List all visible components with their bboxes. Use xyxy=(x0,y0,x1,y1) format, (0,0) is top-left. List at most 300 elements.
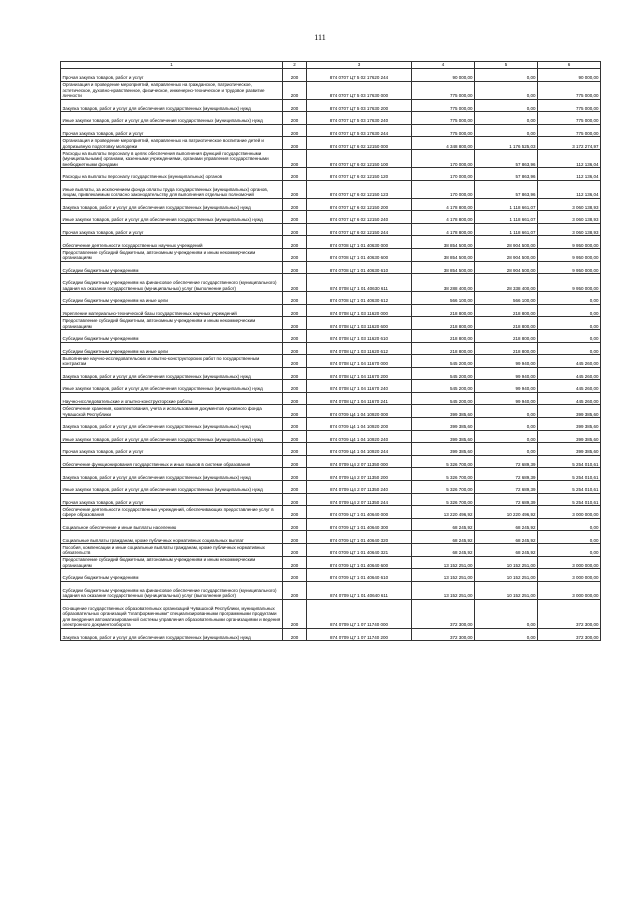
row-remaining-cell: 9 950 000,00 xyxy=(538,261,601,274)
row-name-cell: Расходы на выплаты персоналу в целях обеспечения выполнения функций государственными (муниципальными) органами, казенными учреждениями, органами управления государственными внебюджетными фондами xyxy=(61,149,283,167)
row-code-line-cell: 200 xyxy=(283,405,307,418)
row-approved-cell: 4 178 800,00 xyxy=(412,223,475,236)
row-remaining-cell: 3 000 000,00 xyxy=(538,556,601,569)
row-budget-code-cell: 874 0708 Ц7 1 03 11620 610 xyxy=(307,329,412,342)
budget-table-body xyxy=(61,62,601,641)
row-remaining-cell: 399 385,60 xyxy=(538,418,601,431)
column-header: 3 xyxy=(307,62,412,69)
row-name-cell: Иные закупки товаров, работ и услуг для обеспечения государственных (муниципальных) нужд xyxy=(61,380,283,393)
row-executed-cell: 68 245,92 xyxy=(475,518,538,531)
column-header: 6 xyxy=(538,62,601,69)
row-approved-cell: 545 200,00 xyxy=(412,392,475,405)
row-executed-cell: 0,00 xyxy=(475,112,538,125)
row-remaining-cell: 9 950 000,00 xyxy=(538,248,601,261)
table-row xyxy=(61,418,601,431)
row-code-line-cell: 200 xyxy=(283,317,307,330)
row-approved-cell: 170 000,00 xyxy=(412,167,475,180)
column-header: 4 xyxy=(412,62,475,69)
row-code-line-cell: 200 xyxy=(283,304,307,317)
row-executed-cell: 99 940,00 xyxy=(475,392,538,405)
row-budget-code-cell: 874 0709 Ц7 1 01 40640 320 xyxy=(307,531,412,544)
row-remaining-cell: 372 300,00 xyxy=(538,599,601,628)
row-name-cell: Закупка товаров, работ и услуг для обеспечения государственных (муниципальных) нужд xyxy=(61,99,283,112)
row-executed-cell: 1 118 661,07 xyxy=(475,198,538,211)
row-name-cell: Социальные выплаты гражданам, кроме публичных нормативных социальных выплат xyxy=(61,531,283,544)
row-name-cell: Субсидии бюджетным учреждениям на финансовое обеспечение государственного (муниципального) задания на оказание государственных (муниципальных) услуг (выполнение работ) xyxy=(61,581,283,599)
table-row xyxy=(61,137,601,150)
row-budget-code-cell: 874 0708 Ц7 1 03 11620 612 xyxy=(307,342,412,355)
row-executed-cell: 0,00 xyxy=(475,599,538,628)
table-row xyxy=(61,569,601,582)
row-executed-cell: 218 800,00 xyxy=(475,342,538,355)
row-name-cell: Субсидии бюджетным учреждениям xyxy=(61,569,283,582)
row-name-cell: Предоставление субсидий бюджетным, автономным учреждениям и иным некоммерческим организациям xyxy=(61,248,283,261)
row-executed-cell: 0,00 xyxy=(475,81,538,99)
row-remaining-cell: 9 950 000,00 xyxy=(538,274,601,292)
row-approved-cell: 566 100,00 xyxy=(412,292,475,305)
row-name-cell: Предоставление субсидий бюджетным, автономным учреждениям и иным некоммерческим организациям xyxy=(61,317,283,330)
budget-table xyxy=(60,61,601,641)
row-code-line-cell: 200 xyxy=(283,149,307,167)
row-executed-cell: 28 338 400,00 xyxy=(475,274,538,292)
row-code-line-cell: 200 xyxy=(283,211,307,224)
row-executed-cell: 10 220 496,92 xyxy=(475,506,538,519)
table-row xyxy=(61,430,601,443)
row-name-cell: Организация и проведение мероприятий, направленных на гражданское, патриотическое, эстетическое, духовно-нравственное, физическое, инженерно-техническое и трудовое развитие личности xyxy=(61,81,283,99)
table-row xyxy=(61,455,601,468)
table-row xyxy=(61,544,601,557)
row-code-line-cell: 200 xyxy=(283,531,307,544)
row-code-line-cell: 200 xyxy=(283,137,307,150)
row-code-line-cell: 200 xyxy=(283,167,307,180)
table-row xyxy=(61,531,601,544)
row-executed-cell: 28 904 500,00 xyxy=(475,248,538,261)
row-code-line-cell: 200 xyxy=(283,355,307,368)
row-approved-cell: 4 348 800,00 xyxy=(412,137,475,150)
row-approved-cell: 775 000,00 xyxy=(412,112,475,125)
table-row xyxy=(61,628,601,641)
table-row xyxy=(61,317,601,330)
row-remaining-cell: 775 000,00 xyxy=(538,99,601,112)
row-approved-cell: 775 000,00 xyxy=(412,81,475,99)
row-budget-code-cell: 874 0708 Ц7 1 03 11620 600 xyxy=(307,317,412,330)
table-row xyxy=(61,198,601,211)
row-remaining-cell: 3 000 000,00 xyxy=(538,569,601,582)
row-approved-cell: 399 385,60 xyxy=(412,405,475,418)
row-budget-code-cell: 874 0707 Ц7 6 02 12150 200 xyxy=(307,198,412,211)
row-budget-code-cell: 874 0708 Ц7 1 04 11670 240 xyxy=(307,380,412,393)
row-name-cell: Иные закупки товаров, работ и услуг для обеспечения государственных (муниципальных) нужд xyxy=(61,481,283,494)
row-remaining-cell: 399 385,60 xyxy=(538,405,601,418)
row-remaining-cell: 112 136,04 xyxy=(538,167,601,180)
row-name-cell: Прочая закупка товаров, работ и услуг xyxy=(61,443,283,456)
table-row xyxy=(61,99,601,112)
row-code-line-cell: 200 xyxy=(283,518,307,531)
row-executed-cell: 0,00 xyxy=(475,99,538,112)
row-remaining-cell: 5 254 010,61 xyxy=(538,481,601,494)
row-remaining-cell: 775 000,00 xyxy=(538,81,601,99)
row-budget-code-cell: 874 0709 Ц4 2 07 11350 244 xyxy=(307,493,412,506)
row-budget-code-cell: 874 0709 Ц4 1 04 10920 000 xyxy=(307,405,412,418)
row-approved-cell: 545 200,00 xyxy=(412,367,475,380)
column-header: 2 xyxy=(283,62,307,69)
row-name-cell: Расходы на выплаты персоналу государственных (муниципальных) органов xyxy=(61,167,283,180)
table-row xyxy=(61,180,601,198)
row-executed-cell: 28 904 500,00 xyxy=(475,261,538,274)
row-remaining-cell: 445 260,00 xyxy=(538,355,601,368)
row-remaining-cell: 0,00 xyxy=(538,292,601,305)
row-remaining-cell: 3 000 000,00 xyxy=(538,581,601,599)
row-budget-code-cell: 874 0709 Ц4 2 07 11350 000 xyxy=(307,455,412,468)
row-approved-cell: 775 000,00 xyxy=(412,124,475,137)
row-executed-cell: 566 100,00 xyxy=(475,292,538,305)
row-budget-code-cell: 874 0707 Ц7 6 02 12150 000 xyxy=(307,137,412,150)
row-executed-cell: 72 689,39 xyxy=(475,481,538,494)
row-executed-cell: 0,00 xyxy=(475,405,538,418)
row-name-cell: Закупка товаров, работ и услуг для обеспечения государственных (муниципальных) нужд xyxy=(61,367,283,380)
row-executed-cell: 0,00 xyxy=(475,418,538,431)
row-executed-cell: 72 689,39 xyxy=(475,468,538,481)
row-executed-cell: 57 863,96 xyxy=(475,167,538,180)
row-approved-cell: 218 800,00 xyxy=(412,304,475,317)
row-name-cell: Закупка товаров, работ и услуг для обеспечения государственных (муниципальных) нужд xyxy=(61,198,283,211)
table-row xyxy=(61,405,601,418)
row-executed-cell: 57 863,96 xyxy=(475,180,538,198)
row-code-line-cell: 200 xyxy=(283,236,307,249)
row-code-line-cell: 200 xyxy=(283,418,307,431)
row-budget-code-cell: 874 0707 Ц7 5 03 17630 240 xyxy=(307,112,412,125)
row-code-line-cell: 200 xyxy=(283,124,307,137)
row-remaining-cell: 0,00 xyxy=(538,317,601,330)
row-name-cell: Субсидии бюджетным учреждениям xyxy=(61,329,283,342)
row-executed-cell: 10 152 251,00 xyxy=(475,581,538,599)
row-executed-cell: 0,00 xyxy=(475,124,538,137)
row-budget-code-cell: 874 0709 Ц7 1 01 40640 610 xyxy=(307,569,412,582)
row-budget-code-cell: 874 0708 Ц7 1 01 40630 612 xyxy=(307,292,412,305)
row-remaining-cell: 775 000,00 xyxy=(538,124,601,137)
row-budget-code-cell: 874 0709 Ц7 1 07 11740 200 xyxy=(307,628,412,641)
row-remaining-cell: 0,00 xyxy=(538,518,601,531)
row-approved-cell: 775 000,00 xyxy=(412,99,475,112)
row-approved-cell: 545 200,00 xyxy=(412,380,475,393)
row-code-line-cell: 200 xyxy=(283,455,307,468)
table-row xyxy=(61,236,601,249)
row-name-cell: Иные закупки товаров, работ и услуг для обеспечения государственных (муниципальных) нужд xyxy=(61,112,283,125)
row-code-line-cell: 200 xyxy=(283,292,307,305)
table-row xyxy=(61,81,601,99)
row-name-cell: Пособия, компенсации и иные социальные выплаты гражданам, кроме публичных нормативных обязательств xyxy=(61,544,283,557)
row-budget-code-cell: 874 0707 Ц7 5 02 17620 244 xyxy=(307,69,412,82)
row-approved-cell: 90 000,00 xyxy=(412,69,475,82)
table-row xyxy=(61,211,601,224)
row-remaining-cell: 3 060 138,93 xyxy=(538,223,601,236)
row-approved-cell: 13 152 251,00 xyxy=(412,556,475,569)
table-row xyxy=(61,342,601,355)
row-code-line-cell: 200 xyxy=(283,544,307,557)
row-remaining-cell: 0,00 xyxy=(538,544,601,557)
table-row xyxy=(61,581,601,599)
row-code-line-cell: 200 xyxy=(283,198,307,211)
row-executed-cell: 57 863,96 xyxy=(475,149,538,167)
row-executed-cell: 0,00 xyxy=(475,430,538,443)
row-executed-cell: 1 176 525,03 xyxy=(475,137,538,150)
row-budget-code-cell: 874 0708 Ц7 1 03 11620 000 xyxy=(307,304,412,317)
row-budget-code-cell: 874 0707 Ц7 6 02 12150 100 xyxy=(307,149,412,167)
row-remaining-cell: 0,00 xyxy=(538,342,601,355)
row-remaining-cell: 5 254 010,61 xyxy=(538,493,601,506)
row-approved-cell: 38 288 400,00 xyxy=(412,274,475,292)
page-number: 111 xyxy=(314,33,326,42)
row-approved-cell: 170 000,00 xyxy=(412,149,475,167)
row-executed-cell: 218 800,00 xyxy=(475,317,538,330)
row-remaining-cell: 0,00 xyxy=(538,329,601,342)
row-name-cell: Научно-исследовательские и опытно-конструкторские работы xyxy=(61,392,283,405)
row-executed-cell: 0,00 xyxy=(475,628,538,641)
row-remaining-cell: 775 000,00 xyxy=(538,112,601,125)
row-code-line-cell: 200 xyxy=(283,468,307,481)
row-budget-code-cell: 874 0708 Ц7 1 01 40630 600 xyxy=(307,248,412,261)
row-name-cell: Прочая закупка товаров, работ и услуг xyxy=(61,69,283,82)
row-code-line-cell: 200 xyxy=(283,342,307,355)
row-code-line-cell: 200 xyxy=(283,274,307,292)
table-row xyxy=(61,69,601,82)
row-budget-code-cell: 874 0709 Ц7 1 01 40640 611 xyxy=(307,581,412,599)
row-approved-cell: 218 800,00 xyxy=(412,317,475,330)
row-remaining-cell: 399 385,60 xyxy=(538,430,601,443)
row-executed-cell: 68 245,92 xyxy=(475,531,538,544)
row-approved-cell: 372 300,00 xyxy=(412,628,475,641)
row-budget-code-cell: 874 0708 Ц7 1 04 11670 241 xyxy=(307,392,412,405)
row-budget-code-cell: 874 0707 Ц7 6 02 12150 123 xyxy=(307,180,412,198)
row-remaining-cell: 399 385,60 xyxy=(538,443,601,456)
table-row xyxy=(61,248,601,261)
table-row xyxy=(61,274,601,292)
table-row xyxy=(61,292,601,305)
row-remaining-cell: 5 254 010,61 xyxy=(538,455,601,468)
row-name-cell: Закупка товаров, работ и услуг для обеспечения государственных (муниципальных) нужд xyxy=(61,628,283,641)
row-approved-cell: 4 178 800,00 xyxy=(412,198,475,211)
row-approved-cell: 68 245,92 xyxy=(412,531,475,544)
row-budget-code-cell: 874 0707 Ц7 6 02 12150 240 xyxy=(307,211,412,224)
table-header-row xyxy=(61,62,601,69)
row-budget-code-cell: 874 0708 Ц7 1 01 40630 610 xyxy=(307,261,412,274)
row-budget-code-cell: 874 0707 Ц7 5 03 17630 244 xyxy=(307,124,412,137)
row-code-line-cell: 200 xyxy=(283,81,307,99)
row-executed-cell: 218 800,00 xyxy=(475,329,538,342)
row-code-line-cell: 200 xyxy=(283,248,307,261)
row-name-cell: Организация и проведение мероприятий, направленных на патриотическое воспитание детей и допризывную подготовку молодежи xyxy=(61,137,283,150)
row-approved-cell: 5 326 700,00 xyxy=(412,468,475,481)
row-name-cell: Иные выплаты, за исключением фонда оплаты труда государственных (муниципальных) органов, лицам, привлекаемым согласно законодательству для выполнения отдельных полномочий xyxy=(61,180,283,198)
row-code-line-cell: 200 xyxy=(283,569,307,582)
row-name-cell: Прочая закупка товаров, работ и услуг xyxy=(61,493,283,506)
table-row xyxy=(61,304,601,317)
row-remaining-cell: 5 254 010,61 xyxy=(538,468,601,481)
row-approved-cell: 218 800,00 xyxy=(412,342,475,355)
row-name-cell: Субсидии бюджетным учреждениям на иные цели xyxy=(61,342,283,355)
row-approved-cell: 5 326 700,00 xyxy=(412,493,475,506)
row-budget-code-cell: 874 0707 Ц7 6 02 12150 120 xyxy=(307,167,412,180)
row-name-cell: Субсидии бюджетным учреждениям xyxy=(61,261,283,274)
row-executed-cell: 99 940,00 xyxy=(475,367,538,380)
row-name-cell: Обеспечение деятельности государственных научных учреждений xyxy=(61,236,283,249)
row-name-cell: Субсидии бюджетным учреждениям на финансовое обеспечение государственного (муниципального) задания на оказание государственных (муниципальных) услуг (выполнение работ) xyxy=(61,274,283,292)
row-name-cell: Выполнение научно-исследовательских и опытно-конструкторских работ по государственным контрактам xyxy=(61,355,283,368)
row-executed-cell: 10 152 251,00 xyxy=(475,569,538,582)
row-approved-cell: 170 000,00 xyxy=(412,180,475,198)
row-name-cell: Закупка товаров, работ и услуг для обеспечения государственных (муниципальных) нужд xyxy=(61,418,283,431)
table-row xyxy=(61,506,601,519)
row-name-cell: Субсидии бюджетным учреждениям на иные цели xyxy=(61,292,283,305)
row-code-line-cell: 200 xyxy=(283,180,307,198)
row-code-line-cell: 200 xyxy=(283,99,307,112)
row-approved-cell: 38 854 500,00 xyxy=(412,261,475,274)
row-remaining-cell: 3 060 138,93 xyxy=(538,198,601,211)
row-budget-code-cell: 874 0709 Ц4 1 04 10920 244 xyxy=(307,443,412,456)
row-approved-cell: 38 854 500,00 xyxy=(412,236,475,249)
table-row xyxy=(61,481,601,494)
row-approved-cell: 5 326 700,00 xyxy=(412,455,475,468)
row-approved-cell: 545 200,00 xyxy=(412,355,475,368)
table-row xyxy=(61,355,601,368)
row-remaining-cell: 112 136,04 xyxy=(538,149,601,167)
table-row xyxy=(61,112,601,125)
row-code-line-cell: 200 xyxy=(283,581,307,599)
row-executed-cell: 68 245,92 xyxy=(475,544,538,557)
row-name-cell: Оснащение государственных образовательных организаций Чувашской Республики, муниципальных образовательных организаций "платформенными" специализированными программными продуктами для внедрения автоматизированной системы управления образовательными организациями и ведения электронного документооборота xyxy=(61,599,283,628)
row-executed-cell: 99 940,00 xyxy=(475,355,538,368)
row-code-line-cell: 200 xyxy=(283,69,307,82)
row-remaining-cell: 445 260,00 xyxy=(538,367,601,380)
row-budget-code-cell: 874 0707 Ц7 6 02 12150 244 xyxy=(307,223,412,236)
row-budget-code-cell: 874 0709 Ц4 1 04 10920 240 xyxy=(307,430,412,443)
table-row xyxy=(61,599,601,628)
row-code-line-cell: 200 xyxy=(283,367,307,380)
table-row xyxy=(61,556,601,569)
row-code-line-cell: 200 xyxy=(283,380,307,393)
row-approved-cell: 38 854 500,00 xyxy=(412,248,475,261)
row-code-line-cell: 200 xyxy=(283,443,307,456)
row-remaining-cell: 3 060 138,93 xyxy=(538,211,601,224)
row-code-line-cell: 200 xyxy=(283,430,307,443)
row-budget-code-cell: 874 0709 Ц7 1 01 40640 600 xyxy=(307,556,412,569)
table-row xyxy=(61,468,601,481)
row-name-cell: Обеспечение хранения, комплектования, учета и использования документов Архивного фонда Чувашской Республики xyxy=(61,405,283,418)
row-approved-cell: 399 385,60 xyxy=(412,430,475,443)
row-budget-code-cell: 874 0709 Ц4 2 07 11350 200 xyxy=(307,468,412,481)
column-header: 1 xyxy=(61,62,283,69)
row-executed-cell: 218 800,00 xyxy=(475,304,538,317)
row-executed-cell: 1 118 661,07 xyxy=(475,211,538,224)
table-row xyxy=(61,380,601,393)
row-remaining-cell: 112 136,04 xyxy=(538,180,601,198)
row-budget-code-cell: 874 0709 Ц7 1 01 40640 300 xyxy=(307,518,412,531)
row-approved-cell: 13 152 251,00 xyxy=(412,581,475,599)
row-name-cell: Обеспечение деятельности государственных учреждений, обеспечивающих предоставление услуг в сфере образования xyxy=(61,506,283,519)
row-remaining-cell: 372 300,00 xyxy=(538,628,601,641)
row-code-line-cell: 200 xyxy=(283,481,307,494)
row-approved-cell: 218 800,00 xyxy=(412,329,475,342)
row-approved-cell: 399 385,60 xyxy=(412,418,475,431)
row-code-line-cell: 200 xyxy=(283,223,307,236)
row-budget-code-cell: 874 0709 Ц4 1 04 10920 200 xyxy=(307,418,412,431)
row-name-cell: Закупка товаров, работ и услуг для обеспечения государственных (муниципальных) нужд xyxy=(61,468,283,481)
table-row xyxy=(61,518,601,531)
row-approved-cell: 13 152 251,00 xyxy=(412,569,475,582)
column-header: 5 xyxy=(475,62,538,69)
row-approved-cell: 68 245,92 xyxy=(412,518,475,531)
row-budget-code-cell: 874 0707 Ц7 5 03 17630 000 xyxy=(307,81,412,99)
table-row xyxy=(61,367,601,380)
row-approved-cell: 4 178 800,00 xyxy=(412,211,475,224)
row-code-line-cell: 200 xyxy=(283,599,307,628)
row-executed-cell: 72 689,39 xyxy=(475,493,538,506)
row-name-cell: Предоставление субсидий бюджетным, автономным учреждениям и иным некоммерческим организациям xyxy=(61,556,283,569)
row-budget-code-cell: 874 0709 Ц4 2 07 11350 240 xyxy=(307,481,412,494)
row-approved-cell: 68 245,92 xyxy=(412,544,475,557)
row-executed-cell: 72 689,39 xyxy=(475,455,538,468)
row-budget-code-cell: 874 0707 Ц7 5 03 17630 200 xyxy=(307,99,412,112)
row-remaining-cell: 3 172 274,97 xyxy=(538,137,601,150)
row-remaining-cell: 90 000,00 xyxy=(538,69,601,82)
row-name-cell: Иные закупки товаров, работ и услуг для обеспечения государственных (муниципальных) нужд xyxy=(61,430,283,443)
row-remaining-cell: 3 000 000,00 xyxy=(538,506,601,519)
row-name-cell: Обеспечение функционирования государственных и иных языков в системе образования xyxy=(61,455,283,468)
row-remaining-cell: 445 260,00 xyxy=(538,380,601,393)
row-approved-cell: 372 300,00 xyxy=(412,599,475,628)
row-budget-code-cell: 874 0709 Ц7 1 01 40640 000 xyxy=(307,506,412,519)
row-name-cell: Прочая закупка товаров, работ и услуг xyxy=(61,223,283,236)
table-row xyxy=(61,167,601,180)
row-budget-code-cell: 874 0709 Ц7 1 01 40640 321 xyxy=(307,544,412,557)
row-code-line-cell: 200 xyxy=(283,628,307,641)
row-approved-cell: 399 385,60 xyxy=(412,443,475,456)
row-name-cell: Прочая закупка товаров, работ и услуг xyxy=(61,124,283,137)
table-row xyxy=(61,149,601,167)
row-executed-cell: 0,00 xyxy=(475,69,538,82)
row-code-line-cell: 200 xyxy=(283,392,307,405)
row-remaining-cell: 0,00 xyxy=(538,304,601,317)
row-budget-code-cell: 874 0708 Ц7 1 01 40630 611 xyxy=(307,274,412,292)
row-executed-cell: 10 152 251,00 xyxy=(475,556,538,569)
row-remaining-cell: 0,00 xyxy=(538,531,601,544)
table-row xyxy=(61,223,601,236)
row-code-line-cell: 200 xyxy=(283,556,307,569)
row-budget-code-cell: 874 0708 Ц7 1 04 11670 200 xyxy=(307,367,412,380)
table-row xyxy=(61,443,601,456)
row-executed-cell: 28 904 500,00 xyxy=(475,236,538,249)
row-name-cell: Укрепление материально-технической базы государственных научных учреждений xyxy=(61,304,283,317)
table-row xyxy=(61,392,601,405)
row-executed-cell: 0,00 xyxy=(475,443,538,456)
row-name-cell: Социальное обеспечение и иные выплаты населению xyxy=(61,518,283,531)
row-budget-code-cell: 874 0708 Ц7 1 04 11670 000 xyxy=(307,355,412,368)
row-approved-cell: 13 220 496,92 xyxy=(412,506,475,519)
row-executed-cell: 99 940,00 xyxy=(475,380,538,393)
row-remaining-cell: 9 950 000,00 xyxy=(538,236,601,249)
table-row xyxy=(61,261,601,274)
row-code-line-cell: 200 xyxy=(283,112,307,125)
row-budget-code-cell: 874 0709 Ц7 1 07 11740 000 xyxy=(307,599,412,628)
table-row xyxy=(61,329,601,342)
row-code-line-cell: 200 xyxy=(283,261,307,274)
row-budget-code-cell: 874 0708 Ц7 1 01 40630 000 xyxy=(307,236,412,249)
row-code-line-cell: 200 xyxy=(283,506,307,519)
row-remaining-cell: 445 260,00 xyxy=(538,392,601,405)
row-name-cell: Иные закупки товаров, работ и услуг для обеспечения государственных (муниципальных) нужд xyxy=(61,211,283,224)
row-code-line-cell: 200 xyxy=(283,329,307,342)
row-executed-cell: 1 118 661,07 xyxy=(475,223,538,236)
